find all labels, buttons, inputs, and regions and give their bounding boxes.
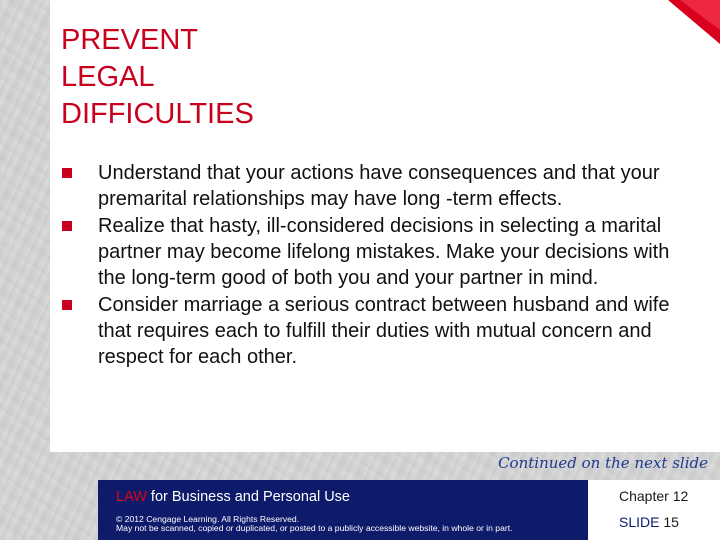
slide-word: SLIDE [619,514,660,530]
square-bullet-icon [62,168,72,178]
footer-book-title [116,489,350,505]
bullet-text: Realize that hasty, ill-considered decisions in selecting a marital partner may become lifelong mistakes. Make your decisions with the long-term good of both you and your partner in mind. [98,215,670,289]
corner-ribbon-accent [660,0,720,60]
slide-title-line: LEGAL [61,61,155,93]
slide-number: 15 [663,514,679,530]
bullet-item [62,213,682,291]
bullet-list [62,160,682,371]
footer-copyright [116,515,586,533]
chapter-label: Chapter 12 [619,488,689,504]
slide-number-label [619,514,679,530]
bullet-text: Consider marriage a serious contract between husband and wife that requires each to fulfill their duties with mutual concern and respect for each other. [98,294,670,368]
slide-title-line: DIFFICULTIES [61,98,254,130]
copyright-line: © 2012 Cengage Learning. All Rights Reserved. [116,514,300,524]
continued-note: Continued on the next slide [498,454,708,472]
bullet-item [62,292,682,370]
slide-title [61,22,421,133]
bullet-text: Understand that your actions have consequences and that your premarital relationships may have long -term effects. [98,162,660,210]
bullet-item [62,160,682,212]
square-bullet-icon [62,221,72,231]
slide-title-line: PREVENT [61,24,198,56]
footer-book-title-highlight: LAW [116,489,147,505]
footer-book-title-rest: for Business and Personal Use [146,489,350,505]
copyright-line: May not be scanned, copied or duplicated, or posted to a publicly accessible website, in whole or in part. [116,523,513,533]
square-bullet-icon [62,300,72,310]
